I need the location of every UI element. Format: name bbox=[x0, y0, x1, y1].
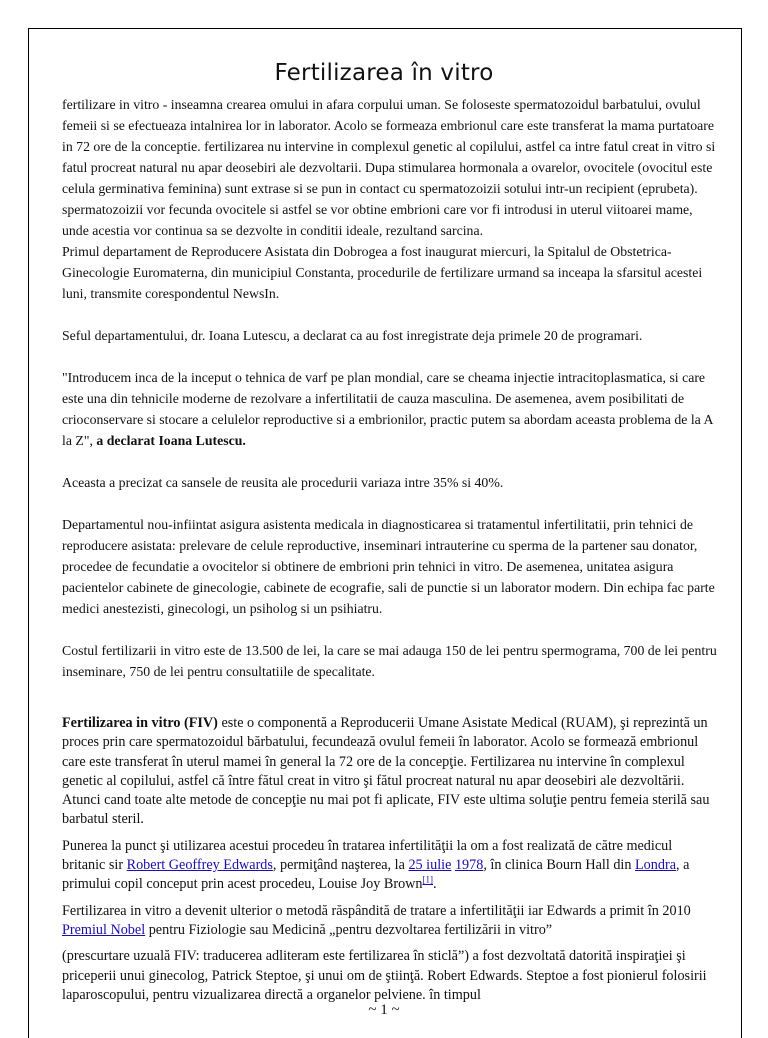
link-premiul-nobel[interactable]: Premiul Nobel bbox=[62, 921, 146, 938]
paragraph-cost: Costul fertilizarii in vitro este de 13.500 de lei, la care se mai adauga 150 de lei pentru spermograma, 700 de lei pentru inseminare, 750 de lei pentru consultatiile de specalitate. bbox=[62, 643, 717, 679]
paragraph-intro: fertilizare in vitro - inseamna crearea omului in afara corpului uman. Se foloseste spermatozoidul barbatului, ovulul femeii si se efectueaza intalnirea lor in laborator. Acolo se formeaza embrionul care este transferat la mama purtatoare in 72 ore de la conceptie. fertilizarea nu intervine in complexul genetic al copilului, astfel ca intre fatul creat in vitro si fatul procreat natural nu apar deosebiri ale dezvoltarii. Dupa stimularea hormonala a ovarelor, ovocitele (ovocitul este celula germinativa feminina) sunt extrase si se pun in contact cu spermatozoizii sotului intr-un recipient (eprubeta). spermatozoizii vor fecunda ovocitele si astfel se vor obtine embrioni care vor fi introdusi in uterul viitoarei mame, unde acestia vor continua sa se dezvolte in conditii ideale, rezultand sarcina. bbox=[62, 97, 716, 238]
paragraph-department: Primul departament de Reproducere Asistata din Dobrogea a fost inaugurat miercuri, la Spitalul de Obstetrica-Ginecologie Euromaterna, din municipiul Constanta, procedurile de fertilizare urmand sa inceapa la sfarsitul acestei luni, transmite corespondentul NewsIn. bbox=[62, 244, 703, 301]
page-title: Fertilizarea în vitro bbox=[274, 60, 494, 86]
encyclopedia-section bbox=[62, 714, 718, 1005]
paragraph-services: Departamentul nou-infiintat asigura asistenta medicala in diagnosticarea si tratamentul infertilitatii, prin tehnici de reproducere asistata: prelevare de celule reproductive, inseminari intrauterine cu sperma de la partener sau donator, procedee de fecundatie a ovocitelor si obtinere de embrioni prin tehnici in vitro. De asemenea, unitatea asigura pacientelor cabinete de ginecologie, cabinete de ecografie, sali de punctie si un laborator modern. Din echipa fac parte medici anestezisti, ginecologi, un psiholog si un psihiatru. bbox=[62, 517, 715, 616]
document-body bbox=[62, 94, 718, 1012]
quote-text: "Introducem inca de la inceput o tehnica de varf pe plan mondial, care se cheama injectie intracitoplasmatica, si care este una din tehnicile moderne de rezolvare a infertilitatii de cauza masculina. De asemenea, avem posibilitati de crioconservare si stocare a celulelor reproductive si a embrionilor, practic putem sa abordam aceasta problema de la A la Z", bbox=[62, 370, 713, 448]
page-number: ~ 1 ~ bbox=[368, 1002, 400, 1018]
paragraph-quote bbox=[62, 367, 718, 451]
paragraph-chief: Seful departamentului, dr. Ioana Lutescu, a declarat ca au fost inregistrate deja primele 20 de programari. bbox=[62, 328, 643, 343]
paragraph-nobel: Fertilizarea in vitro a devenit ulterior o metodă răspândită de tratare a infertilităţii iar Edwards a primit în 2010 Premiul Nobel pentru Fiziologie sau Medicină „pentru dezvoltarea fertilizării in vitro” bbox=[62, 902, 691, 938]
paragraph-steptoe: (prescurtare uzuală FIV: traducerea adliteram este fertilizarea în sticlă”) a fost dezvoltată datorită inspiraţiei şi priceperii unui ginecolog, Patrick Steptoe, şi unui om de ştiinţă. Robert Edwards. Steptoe a fost pionierul folosirii laparoscopului, pentru vizualizarea directă a organelor pelviene. în timpul bbox=[62, 948, 707, 1003]
link-25-iulie[interactable]: 25 iulie bbox=[408, 857, 452, 874]
link-1978[interactable]: 1978 bbox=[454, 857, 484, 874]
link-londra[interactable]: Londra bbox=[635, 857, 676, 874]
paragraph-history: Punerea la punct şi utilizarea acestui procedeu în tratarea infertilităţii la om a fost realizată de către medicul britanic sir Robert Geoffrey Edwards, permiţând naşterea, la 25 iulie 1978, în clinica Bourn Hall din Londra, a primului copil conceput prin acest procedeu, Louise Joy Brown[1]. bbox=[62, 837, 690, 893]
link-robert-edwards[interactable]: Robert Geoffrey Edwards bbox=[126, 857, 273, 874]
paragraph-success-rate: Aceasta a precizat ca sansele de reusita ale procedurii variaza intre 35% si 40%. bbox=[62, 475, 504, 490]
reference-link-1[interactable]: [1] bbox=[422, 874, 434, 885]
paragraph-fiv-definition: Fertilizarea in vitro (FIV) este o componentă a Reproducerii Umane Asistate Medical (RUAM), şi reprezintă un proces prin care spermatozoidul bărbatului, fecundează ovulul femeii în laborator. Acolo se formează embrionul care este transferat în uterul mamei în general la 72 ore de la concepţie. Fertilizarea nu intervine în complexul genetic al copilului, astfel că între fătul creat in vitro şi fătul procreat natural nu apar deosebiri ale dezvoltării. Atunci cand toate alte metode de concepţie nu mai pot fi aplicate, FIV este ultima soluţie pentru femeia sterilă sau barbatul steril. bbox=[62, 715, 710, 828]
fiv-term: Fertilizarea in vitro (FIV) bbox=[62, 715, 218, 731]
quote-attribution: a declarat Ioana Lutescu. bbox=[96, 433, 246, 448]
